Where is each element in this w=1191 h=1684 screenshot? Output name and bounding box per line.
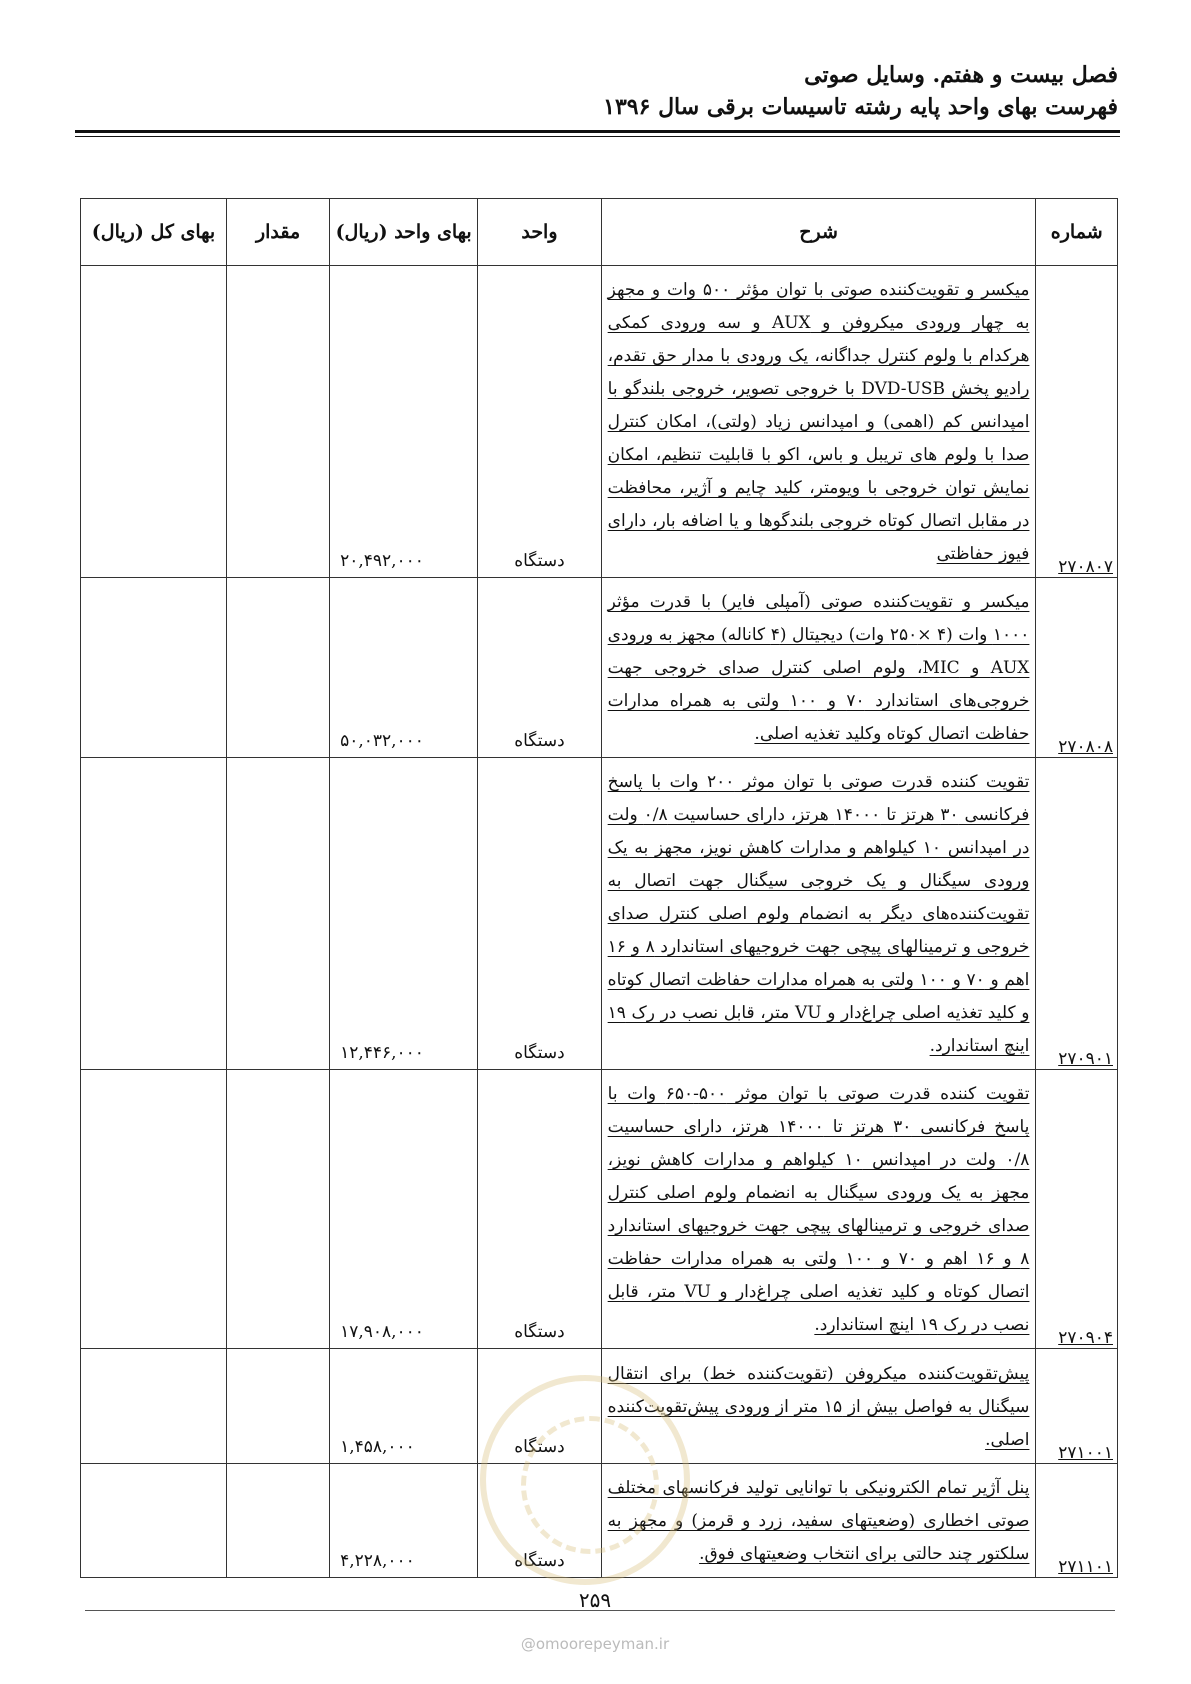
col-header-unit: واحد	[478, 199, 601, 266]
item-number-cell	[1036, 1464, 1118, 1578]
footer-rule	[85, 1610, 1115, 1611]
item-total-price	[81, 1070, 227, 1349]
page-header	[75, 60, 1118, 122]
header-rule-thin	[75, 136, 1120, 137]
item-description: میکسر و تقویت‌کننده صوتی (آمپلی فایر) با قدرت مؤثر ۱۰۰۰ وات (۴ ×۲۵۰ وات) دیجیتال (۴ کاناله) مجهز به ورودی AUX و MIC، ولوم اصلی کنترل صدای خروجی جهت خروجی‌های استاندارد ۷۰ و ۱۰۰ ولتی به همراه مدارات حفاظت اتصال کوتاه وکلید تغذیه اصلی.	[607, 592, 1030, 744]
book-title: فهرست بهای واحد پایه رشته تاسیسات برقی سال ۱۳۹۶	[603, 94, 1118, 120]
item-quantity	[227, 1349, 330, 1464]
item-number-cell	[1036, 758, 1118, 1070]
table-header-row	[81, 199, 1118, 266]
item-description: تقویت کننده قدرت صوتی با توان موثر ۲۰۰ وات با پاسخ فرکانسی ۳۰ هرتز تا ۱۴۰۰۰ هرتز، دارای حساسیت ۰/۸ ولت در امپدانس ۱۰ کیلواهم و مدارات کاهش نویز، مجهز به یک ورودی سیگنال و یک خروجی سیگنال جهت اتصال به تقویت‌کننده‌های دیگر به انضمام ولوم اصلی کنترل صدای خروجی و ترمینالهای پیچی جهت خروجیهای استاندارد ۸ و ۱۶ اهم و ۷۰ و ۱۰۰ ولتی به همراه مدارات حفاظت اتصال کوتاه و کلید تغذیه اصلی چراغ‌دار و VU متر، قابل نصب در رک ۱۹ اینچ استاندارد.	[607, 772, 1030, 1056]
item-unit: دستگاه	[478, 1349, 601, 1464]
watermark-text: @omoorepeyman.ir	[520, 1635, 670, 1653]
item-total-price	[81, 578, 227, 758]
chapter-title: فصل بیست و هفتم. وسایل صوتی	[804, 62, 1118, 88]
item-number: ۲۷۱۱۰۱	[1058, 1557, 1113, 1577]
item-number-cell	[1036, 1070, 1118, 1349]
item-unit-price: ۴,۲۲۸,۰۰۰	[330, 1464, 478, 1578]
item-description: پیش‌تقویت‌کننده میکروفن (تقویت‌کننده خط) برای انتقال سیگنال به فواصل بیش از ۱۵ متر از ورودی پیش‌تقویت‌کننده اصلی.	[607, 1364, 1030, 1450]
item-number: ۲۷۰۹۰۱	[1058, 1049, 1113, 1069]
watermark-seal-icon	[480, 1375, 690, 1585]
item-quantity	[227, 1464, 330, 1578]
item-total-price	[81, 1349, 227, 1464]
item-quantity	[227, 1070, 330, 1349]
item-description: پنل آژیر تمام الکترونیکی با توانایی تولید فرکانسهای مختلف صوتی اخطاری (وضعیتهای سفید، زرد و قرمز) و مجهز به سلکتور چند حالتی برای انتخاب وضعیتهای فوق.	[607, 1478, 1030, 1564]
table-row	[81, 758, 1118, 1070]
col-header-total-price: بهای کل (ریال)	[81, 199, 227, 266]
item-number-cell	[1036, 1349, 1118, 1464]
item-unit-price: ۱۷,۹۰۸,۰۰۰	[330, 1070, 478, 1349]
col-header-quantity: مقدار	[227, 199, 330, 266]
item-unit-price: ۲۰,۴۹۲,۰۰۰	[330, 266, 478, 578]
item-number: ۲۷۰۸۰۸	[1058, 737, 1113, 757]
table-row	[81, 266, 1118, 578]
header-rule-thick	[75, 130, 1120, 133]
col-header-description: شرح	[601, 199, 1036, 266]
item-description-cell	[601, 266, 1036, 578]
item-description: تقویت کننده قدرت صوتی با توان موثر ۵۰۰-۶۵۰ وات با پاسخ فرکانسی ۳۰ هرتز تا ۱۴۰۰۰ هرتز، دارای حساسیت ۰/۸ ولت در امپدانس ۱۰ کیلواهم و مدارات کاهش نویز، مجهز به یک ورودی سیگنال به انضمام ولوم اصلی کنترل صدای خروجی و ترمینالهای پیچی جهت خروجیهای استاندارد ۸ و ۱۶ اهم و ۷۰ و ۱۰۰ ولتی به همراه مدارات حفاظت اتصال کوتاه و کلید تغذیه اصلی چراغ‌دار و VU متر، قابل نصب در رک ۱۹ اینچ استاندارد.	[607, 1084, 1030, 1335]
item-number: ۲۷۰۹۰۴	[1058, 1328, 1113, 1348]
item-quantity	[227, 578, 330, 758]
item-description-cell	[601, 1070, 1036, 1349]
price-table	[80, 198, 1118, 1578]
item-number-cell	[1036, 266, 1118, 578]
item-unit-price: ۱,۴۵۸,۰۰۰	[330, 1349, 478, 1464]
item-unit: دستگاه	[478, 266, 601, 578]
item-total-price	[81, 1464, 227, 1578]
table-row	[81, 1070, 1118, 1349]
item-description-cell	[601, 758, 1036, 1070]
page-number: ۲۵۹	[578, 1588, 612, 1612]
item-unit: دستگاه	[478, 578, 601, 758]
col-header-number: شماره	[1036, 199, 1118, 266]
item-number: ۲۷۱۰۰۱	[1058, 1443, 1113, 1463]
item-quantity	[227, 266, 330, 578]
table-row	[81, 578, 1118, 758]
item-unit: دستگاه	[478, 758, 601, 1070]
item-total-price	[81, 758, 227, 1070]
item-description-cell	[601, 578, 1036, 758]
item-unit: دستگاه	[478, 1070, 601, 1349]
item-number-cell	[1036, 578, 1118, 758]
item-unit-price: ۵۰,۰۳۲,۰۰۰	[330, 578, 478, 758]
item-description: میکسر و تقویت‌کننده صوتی با توان مؤثر ۵۰۰ وات و مجهز به چهار ورودی میکروفن و AUX و سه ورودی کمکی هرکدام با ولوم کنترل جداگانه، یک ورودی با مدار حق تقدم، رادیو پخش DVD-USB با خروجی تصویر، خروجی بلندگو با امپدانس کم (اهمی) و امپدانس زیاد (ولتی)، امکان کنترل صدا با ولوم های تریبل و باس، اکو با قابلیت تنظیم، امکان نمایش توان خروجی با ویومتر، کلید چایم و آژیر، محافظت در مقابل اتصال کوتاه خروجی بلندگوها و یا اضافه بار، دارای فیوز حفاظتی	[607, 280, 1030, 564]
item-quantity	[227, 758, 330, 1070]
item-total-price	[81, 266, 227, 578]
item-unit: دستگاه	[478, 1464, 601, 1578]
item-number: ۲۷۰۸۰۷	[1058, 557, 1113, 577]
item-unit-price: ۱۲,۴۴۶,۰۰۰	[330, 758, 478, 1070]
col-header-unit-price: بهای واحد (ریال)	[330, 199, 478, 266]
